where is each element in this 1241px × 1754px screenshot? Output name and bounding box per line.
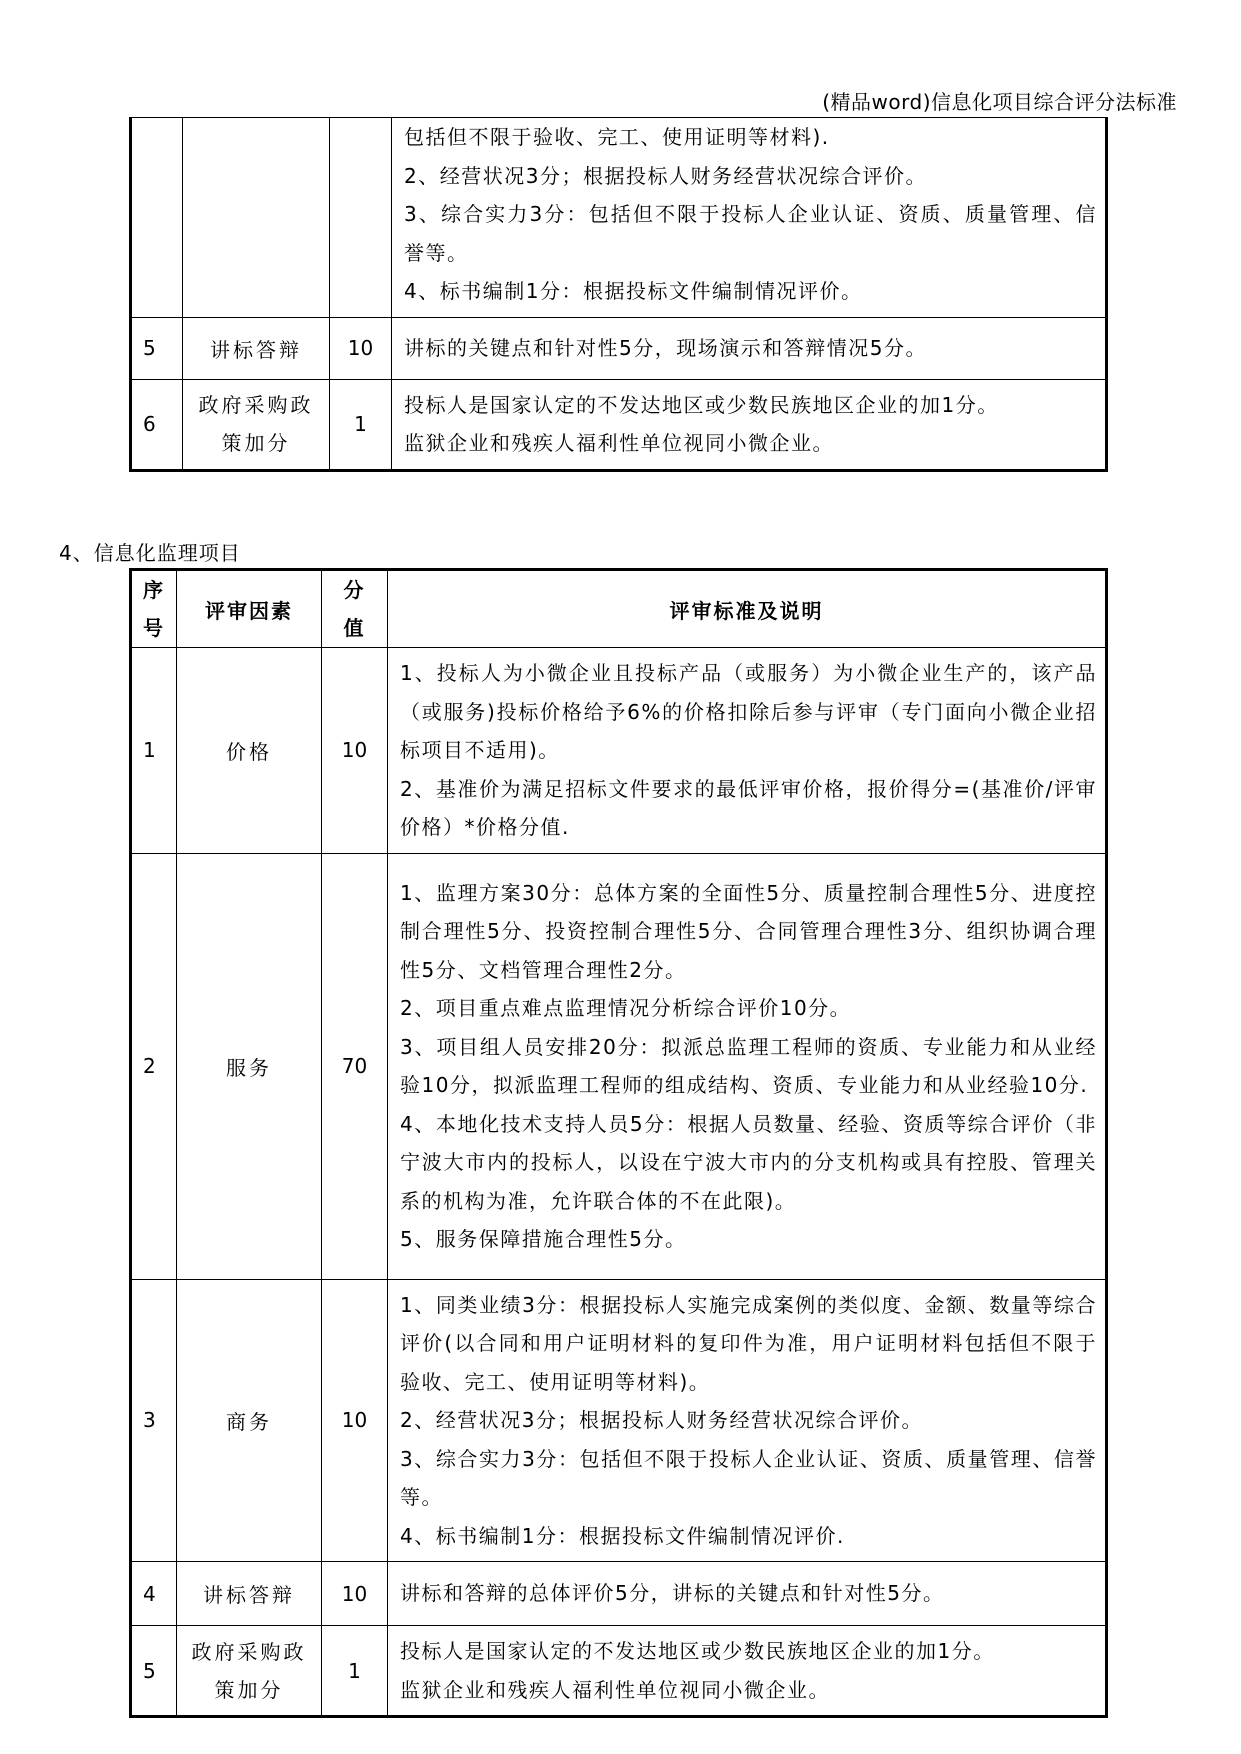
row-number: 2 [131,853,177,1279]
row-number: 6 [131,379,183,470]
document-header-title: (精品word)信息化项目综合评分法标准 [822,90,1177,114]
table-row [131,853,1107,1279]
description-line: 2、经营状况3分；根据投标人财务经营状况综合评价。 [404,163,927,188]
description-line: 监狱企业和残疾人福利性单位视同小微企业。 [404,431,834,455]
row-factor: 价格 [177,648,322,854]
row-description [392,379,1107,470]
row-number: 5 [131,1626,177,1717]
row-score: 10 [322,648,388,854]
description-line: 5、服务保障措施合理性5分。 [400,1227,687,1251]
row-factor: 政府采购政策加分 [183,379,330,470]
row-score: 10 [330,317,392,379]
header-factor: 评审因素 [177,570,322,648]
scoring-table-continued [129,117,1108,472]
table-row [131,648,1107,854]
row-description [388,1562,1107,1626]
description-line: 投标人是国家认定的不发达地区或少数民族地区企业的加1分。 [404,392,999,417]
row-score: 10 [322,1562,388,1626]
description-line: 1、投标人为小微企业且投标产品（或服务）为小微企业生产的，该产品（或服务)投标价格给予6%的价格扣除后参与评审（专门面向小微企业招标项目不适用)。 [400,661,1097,762]
table-row [131,1279,1107,1562]
section-title: 4、信息化监理项目 [59,541,241,565]
description-line: 1、监理方案30分：总体方案的全面性5分、质量控制合理性5分、进度控制合理性5分、投资控制合理性5分、合同管理合理性3分、组织协调合理性5分、文档管理合理性2分。 [400,880,1097,982]
description-line: 2、项目重点难点监理情况分析综合评价10分。 [400,996,852,1020]
description-line: 4、标书编制1分：根据投标文件编制情况评价. [400,1523,845,1548]
header-number: 序号 [131,570,177,648]
row-score [330,118,392,318]
table-row [131,1562,1107,1626]
row-description [388,648,1107,854]
row-number: 1 [131,648,177,854]
row-factor: 服务 [177,853,322,1279]
description-line: 3、综合实力3分：包括但不限于投标人企业认证、资质、质量管理、信誉等。 [400,1446,1097,1509]
row-description [392,317,1107,379]
description-line: 4、标书编制1分：根据投标文件编制情况评价。 [404,279,863,303]
description-line: 2、基准价为满足招标文件要求的最低评审价格，报价得分=(基准价/评审价格）*价格分值. [400,776,1097,839]
header-score: 分值 [322,570,388,648]
table-row [131,317,1107,379]
row-score: 1 [330,379,392,470]
header-description: 评审标准及说明 [388,570,1107,648]
row-score: 70 [322,853,388,1279]
table-row [131,379,1107,470]
description-line: 包括但不限于验收、完工、使用证明等材料). [404,125,830,149]
row-factor: 政府采购政策加分 [177,1626,322,1717]
row-factor: 商务 [177,1279,322,1562]
row-factor [183,118,330,318]
scoring-table [129,568,1108,1718]
row-number [131,118,183,318]
table-header-row [131,570,1107,648]
row-score: 1 [322,1626,388,1717]
table-row [131,1626,1107,1717]
row-description [388,1626,1107,1717]
description-line: 2、经营状况3分；根据投标人财务经营状况综合评价。 [400,1408,923,1432]
description-line: 1、同类业绩3分：根据投标人实施完成案例的类似度、金额、数量等综合评价(以合同和用户证明材料的复印件为准，用户证明材料包括但不限于验收、完工、使用证明等材料)。 [400,1292,1097,1394]
description-line: 4、本地化技术支持人员5分：根据人员数量、经验、资质等综合评价（非宁波大市内的投标人，以设在宁波大市内的分支机构或具有控股、管理关系的机构为准，允许联合体的不在此限)。 [400,1111,1097,1213]
row-score: 10 [322,1279,388,1562]
description-line: 讲标和答辩的总体评价5分，讲标的关键点和针对性5分。 [400,1581,945,1606]
table-row [131,118,1107,318]
description-line: 3、项目组人员安排20分：拟派总监理工程师的资质、专业能力和从业经验10分，拟派监理工程师的组成结构、资质、专业能力和从业经验10分. [400,1034,1097,1097]
row-number: 5 [131,317,183,379]
row-number: 4 [131,1562,177,1626]
row-factor: 讲标答辩 [183,317,330,379]
description-line: 3、综合实力3分：包括但不限于投标人企业认证、资质、质量管理、信誉等。 [404,202,1097,265]
description-line: 讲标的关键点和针对性5分，现场演示和答辩情况5分。 [404,335,927,360]
row-factor: 讲标答辩 [177,1562,322,1626]
row-description [388,853,1107,1279]
row-number: 3 [131,1279,177,1562]
description-line: 投标人是国家认定的不发达地区或少数民族地区企业的加1分。 [400,1639,995,1663]
row-description [388,1279,1107,1562]
description-line: 监狱企业和残疾人福利性单位视同小微企业。 [400,1677,830,1702]
row-description [392,118,1107,318]
